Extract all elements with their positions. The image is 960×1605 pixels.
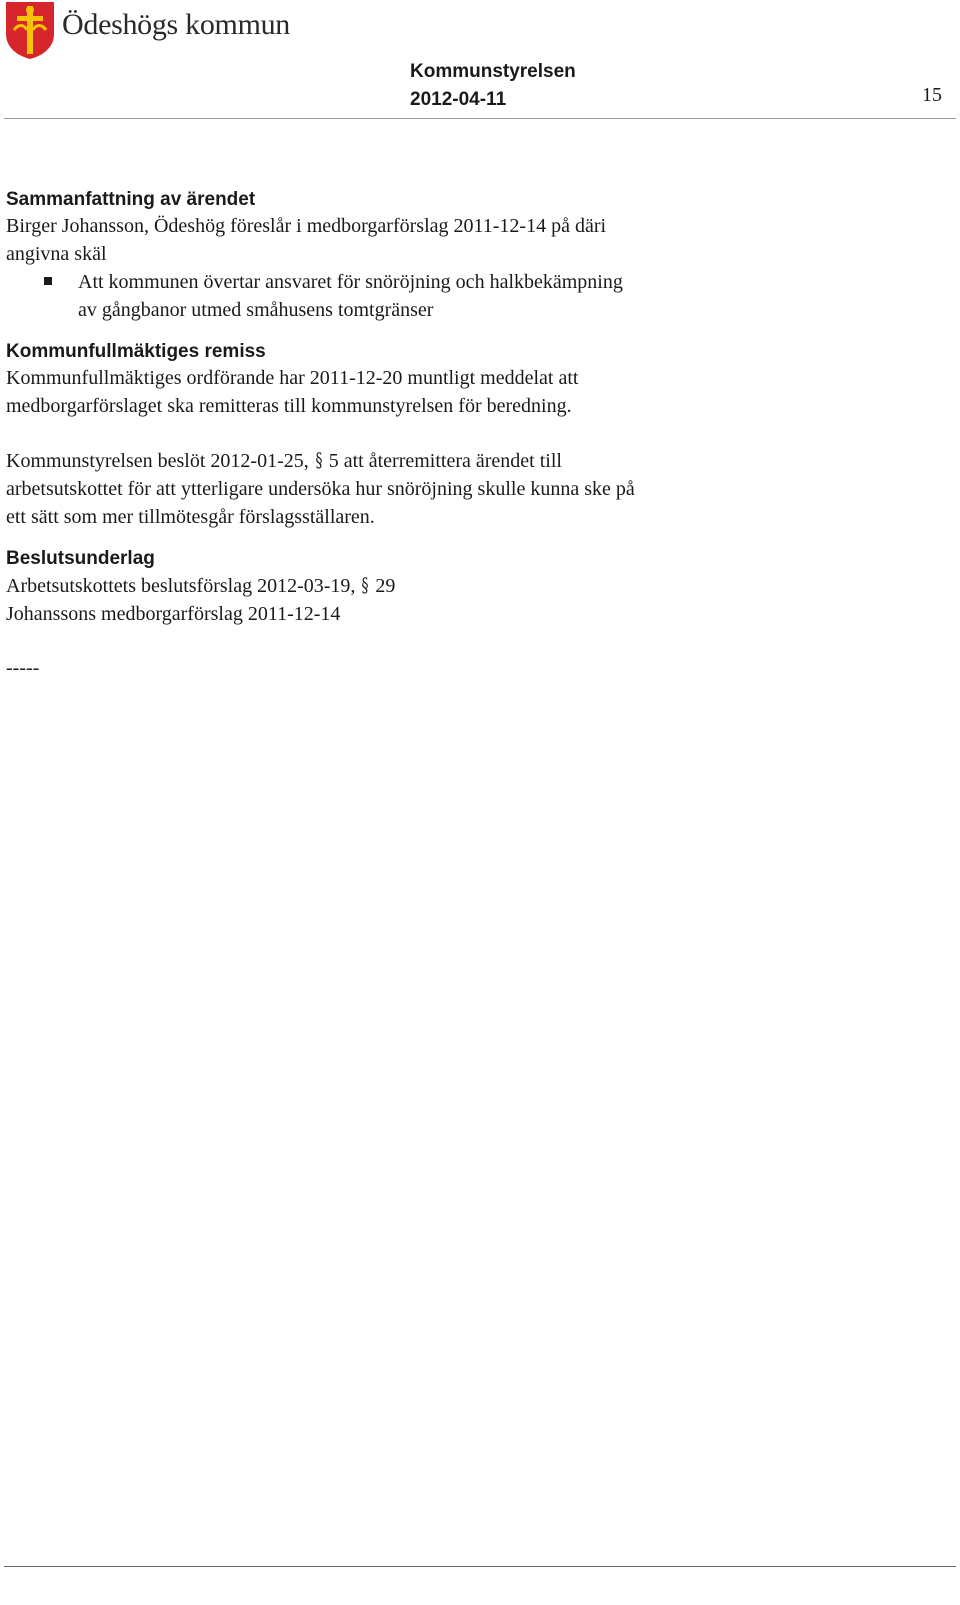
decision-text-part-a: Kommunstyrelsen beslöt 2012-01-25, — [6, 450, 309, 472]
document-meta — [410, 58, 576, 114]
separator-dashes: ----- — [6, 657, 40, 679]
summary-text-line-1: Birger Johansson, Ödeshög föreslår i medborgarförslag 2011-12-14 på däri — [6, 215, 607, 237]
remiss-heading: Kommunfullmäktiges remiss — [6, 341, 266, 362]
summary-heading: Sammanfattning av ärendet — [6, 189, 256, 210]
basis-text-part-b: 29 — [375, 575, 396, 597]
remiss-text-line-1: Kommunfullmäktiges ordförande har 2011-12-20 muntligt meddelat att — [6, 367, 579, 389]
bullet-text-line-1: Att kommunen övertar ansvaret för snöröjning och halkbekämpning — [78, 271, 623, 293]
header-divider — [4, 118, 956, 119]
logo-wordmark: Ödeshögs kommun — [62, 8, 291, 41]
basis-text-part-a: Arbetsutskottets beslutsförslag 2012-03-19, — [6, 575, 356, 597]
organ-name: Kommunstyrelsen — [410, 61, 576, 82]
square-bullet-icon — [44, 277, 52, 285]
summary-bullet-list — [6, 268, 906, 324]
section-sign: § — [361, 573, 369, 597]
remiss-text-line-2: medborgarförslaget ska remitteras till kommunstyrelsen för beredning. — [6, 395, 572, 417]
decision-text-part-b: 5 att återremittera ärendet till — [328, 450, 562, 472]
bullet-text-line-2: av gångbanor utmed småhusens tomtgränser — [78, 299, 434, 321]
summary-text-line-2: angivna skäl — [6, 243, 107, 265]
document-body — [6, 188, 906, 682]
list-item — [6, 268, 906, 324]
basis-text-line-1 — [6, 571, 906, 600]
municipality-logo — [4, 0, 304, 62]
decision-text-line-3: ett sätt som mer tillmötesgår förslagsställaren. — [6, 506, 375, 528]
footer-divider — [4, 1566, 956, 1567]
decision-text-line-1 — [6, 446, 906, 475]
decision-text-line-2: arbetsutskottet för att ytterligare undersöka hur snöröjning skulle kunna ske på — [6, 478, 635, 500]
basis-text-line-2: Johanssons medborgarförslag 2011-12-14 — [6, 603, 341, 625]
basis-heading: Beslutsunderlag — [6, 548, 155, 569]
section-sign: § — [315, 448, 323, 472]
page-number: 15 — [922, 84, 942, 106]
meeting-date: 2012-04-11 — [410, 89, 507, 110]
coat-of-arms-icon — [4, 0, 56, 60]
